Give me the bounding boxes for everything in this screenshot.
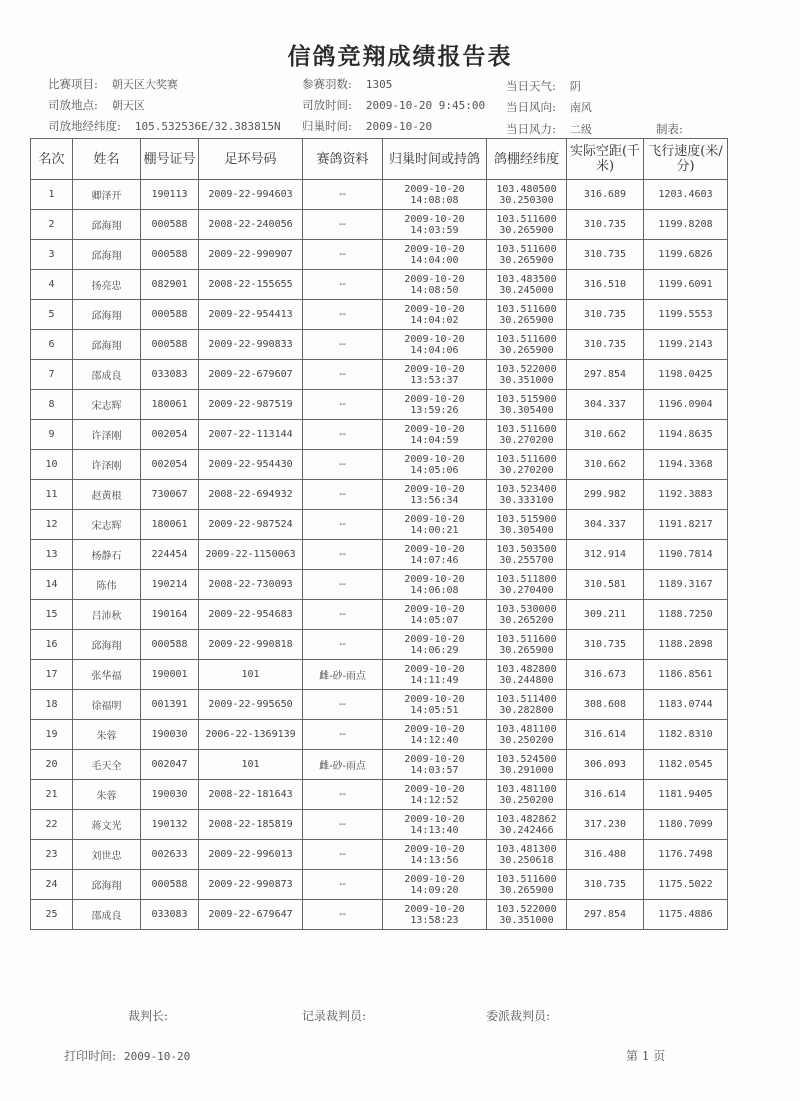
shed-cell: 000588 <box>141 210 199 240</box>
col-name: 姓名 <box>73 139 141 180</box>
info-cell: -- <box>303 210 383 240</box>
return-time-cell: 2009-10-20 14:05:51 <box>383 690 487 720</box>
ring-cell: 2008-22-185819 <box>199 810 303 840</box>
distance-cell: 310.735 <box>567 210 644 240</box>
name-cell: 刘世忠 <box>73 840 141 870</box>
return-time-cell: 2009-10-20 14:04:59 <box>383 420 487 450</box>
speed-cell: 1180.7099 <box>644 810 728 840</box>
shed-cell: 000588 <box>141 330 199 360</box>
return-time-cell: 2009-10-20 14:04:06 <box>383 330 487 360</box>
ring-cell: 2009-22-990873 <box>199 870 303 900</box>
return-time-cell: 2009-10-20 14:09:20 <box>383 870 487 900</box>
speed-cell: 1175.5022 <box>644 870 728 900</box>
speed-cell: 1182.8310 <box>644 720 728 750</box>
print-time: 打印时间: 2009-10-20 <box>64 1049 191 1063</box>
col-return-time: 归巢时间或持鸽 <box>383 139 487 180</box>
distance-cell: 299.982 <box>567 480 644 510</box>
speed-cell: 1186.8561 <box>644 660 728 690</box>
info-cell: -- <box>303 720 383 750</box>
speed-cell: 1194.8635 <box>644 420 728 450</box>
rank-cell: 13 <box>31 540 73 570</box>
ring-cell: 2008-22-181643 <box>199 780 303 810</box>
rank-cell: 3 <box>31 240 73 270</box>
info-cell: -- <box>303 480 383 510</box>
distance-cell: 306.093 <box>567 750 644 780</box>
table-maker: 制表: <box>656 122 683 136</box>
distance-cell: 310.662 <box>567 450 644 480</box>
ring-cell: 2009-22-679607 <box>199 360 303 390</box>
distance-cell: 304.337 <box>567 390 644 420</box>
speed-cell: 1189.3167 <box>644 570 728 600</box>
speed-cell: 1196.0904 <box>644 390 728 420</box>
distance-cell: 316.689 <box>567 180 644 210</box>
info-cell: -- <box>303 510 383 540</box>
coords-cell: 103.482800 30.244800 <box>487 660 567 690</box>
return-time-cell: 2009-10-20 14:11:49 <box>383 660 487 690</box>
speed-cell: 1175.4886 <box>644 900 728 930</box>
coords-cell: 103.511600 30.265900 <box>487 330 567 360</box>
ring-cell: 2008-22-730093 <box>199 570 303 600</box>
return-time-cell: 2009-10-20 13:59:26 <box>383 390 487 420</box>
table-row <box>31 480 728 510</box>
shed-cell: 082901 <box>141 270 199 300</box>
info-cell: 雌-砂-雨点 <box>303 750 383 780</box>
coords-cell: 103.511600 30.265900 <box>487 870 567 900</box>
shed-cell: 190030 <box>141 720 199 750</box>
name-cell: 邱海翔 <box>73 240 141 270</box>
ring-cell: 2009-22-996013 <box>199 840 303 870</box>
info-cell: -- <box>303 630 383 660</box>
speed-cell: 1191.8217 <box>644 510 728 540</box>
name-cell: 邵成良 <box>73 360 141 390</box>
ring-cell: 2009-22-995650 <box>199 690 303 720</box>
coords-cell: 103.515900 30.305400 <box>487 390 567 420</box>
table-row <box>31 270 728 300</box>
rank-cell: 2 <box>31 210 73 240</box>
table-row <box>31 300 728 330</box>
distance-cell: 316.510 <box>567 270 644 300</box>
table-header-row <box>31 139 728 180</box>
info-cell: -- <box>303 540 383 570</box>
name-cell: 朱蓉 <box>73 780 141 810</box>
coords-cell: 103.522000 30.351000 <box>487 360 567 390</box>
release-time: 司放时间: 2009-10-20 9:45:00 <box>302 98 486 112</box>
rank-cell: 25 <box>31 900 73 930</box>
table-row <box>31 570 728 600</box>
speed-cell: 1199.8208 <box>644 210 728 240</box>
wind-force: 当日风力: 二级 <box>506 122 592 136</box>
speed-cell: 1183.0744 <box>644 690 728 720</box>
coords-cell: 103.511600 30.270200 <box>487 450 567 480</box>
info-cell: -- <box>303 450 383 480</box>
table-row <box>31 630 728 660</box>
ring-cell: 2008-22-155655 <box>199 270 303 300</box>
return-time-cell: 2009-10-20 14:04:02 <box>383 300 487 330</box>
table-row <box>31 810 728 840</box>
table-row <box>31 390 728 420</box>
table-row <box>31 750 728 780</box>
ring-cell: 2009-22-954683 <box>199 600 303 630</box>
return-time-cell: 2009-10-20 14:04:00 <box>383 240 487 270</box>
ring-cell: 2008-22-694932 <box>199 480 303 510</box>
coords-cell: 103.511600 30.265900 <box>487 210 567 240</box>
rank-cell: 18 <box>31 690 73 720</box>
coords-cell: 103.481100 30.250200 <box>487 780 567 810</box>
wind-direction: 当日风向: 南风 <box>506 100 592 114</box>
recorder-judge: 记录裁判员: <box>302 1009 367 1023</box>
speed-cell: 1176.7498 <box>644 840 728 870</box>
coords-cell: 103.511600 30.265900 <box>487 240 567 270</box>
name-cell: 扬亮忠 <box>73 270 141 300</box>
shed-cell: 190132 <box>141 810 199 840</box>
table-row <box>31 510 728 540</box>
distance-cell: 308.608 <box>567 690 644 720</box>
info-cell: -- <box>303 840 383 870</box>
ring-cell: 2009-22-987519 <box>199 390 303 420</box>
shed-cell: 000588 <box>141 240 199 270</box>
speed-cell: 1203.4603 <box>644 180 728 210</box>
shed-cell: 000588 <box>141 870 199 900</box>
ring-cell: 2009-22-1150063 <box>199 540 303 570</box>
coords-cell: 103.511600 30.270200 <box>487 420 567 450</box>
rank-cell: 10 <box>31 450 73 480</box>
table-row <box>31 330 728 360</box>
info-cell: -- <box>303 270 383 300</box>
return-time-cell: 2009-10-20 14:13:40 <box>383 810 487 840</box>
ring-cell: 2009-22-954413 <box>199 300 303 330</box>
shed-cell: 001391 <box>141 690 199 720</box>
return-time-cell: 2009-10-20 13:53:37 <box>383 360 487 390</box>
name-cell: 邱海翔 <box>73 210 141 240</box>
speed-cell: 1199.6091 <box>644 270 728 300</box>
name-cell: 宋志辉 <box>73 510 141 540</box>
distance-cell: 317.230 <box>567 810 644 840</box>
ring-cell: 2008-22-240056 <box>199 210 303 240</box>
table-row <box>31 210 728 240</box>
coords-cell: 103.511400 30.282800 <box>487 690 567 720</box>
shed-cell: 002047 <box>141 750 199 780</box>
shed-cell: 190214 <box>141 570 199 600</box>
info-cell: -- <box>303 330 383 360</box>
return-time-cell: 2009-10-20 14:03:57 <box>383 750 487 780</box>
release-place: 司放地点: 朝天区 <box>48 98 145 112</box>
table-row <box>31 360 728 390</box>
shed-cell: 033083 <box>141 360 199 390</box>
rank-cell: 16 <box>31 630 73 660</box>
distance-cell: 310.662 <box>567 420 644 450</box>
speed-cell: 1199.5553 <box>644 300 728 330</box>
shed-cell: 190113 <box>141 180 199 210</box>
name-cell: 毛天全 <box>73 750 141 780</box>
coords-cell: 103.523400 30.333100 <box>487 480 567 510</box>
shed-cell: 190030 <box>141 780 199 810</box>
speed-cell: 1188.7250 <box>644 600 728 630</box>
info-cell: -- <box>303 690 383 720</box>
shed-cell: 002633 <box>141 840 199 870</box>
ring-cell: 2009-22-990818 <box>199 630 303 660</box>
shed-cell: 000588 <box>141 630 199 660</box>
info-cell: -- <box>303 810 383 840</box>
distance-cell: 316.614 <box>567 780 644 810</box>
distance-cell: 316.673 <box>567 660 644 690</box>
return-time-cell: 2009-10-20 14:05:06 <box>383 450 487 480</box>
coords-cell: 103.522000 30.351000 <box>487 900 567 930</box>
shed-cell: 224454 <box>141 540 199 570</box>
coords-cell: 103.480500 30.250300 <box>487 180 567 210</box>
coords-cell: 103.511600 30.265900 <box>487 630 567 660</box>
ring-cell: 2009-22-994603 <box>199 180 303 210</box>
coords-cell: 103.481100 30.250200 <box>487 720 567 750</box>
speed-cell: 1181.9405 <box>644 780 728 810</box>
info-cell: -- <box>303 600 383 630</box>
return-time-cell: 2009-10-20 14:12:52 <box>383 780 487 810</box>
rank-cell: 23 <box>31 840 73 870</box>
name-cell: 赵黄根 <box>73 480 141 510</box>
info-cell: -- <box>303 570 383 600</box>
ring-cell: 101 <box>199 660 303 690</box>
return-time-cell: 2009-10-20 14:00:21 <box>383 510 487 540</box>
info-cell: 雌-砂-雨点 <box>303 660 383 690</box>
info-cell: -- <box>303 870 383 900</box>
speed-cell: 1192.3883 <box>644 480 728 510</box>
table-row <box>31 690 728 720</box>
weather: 当日天气: 阴 <box>506 79 581 93</box>
col-rank: 名次 <box>31 139 73 180</box>
col-shed-id: 棚号证号 <box>141 139 199 180</box>
info-cell: -- <box>303 180 383 210</box>
rank-cell: 24 <box>31 870 73 900</box>
name-cell: 宋志辉 <box>73 390 141 420</box>
rank-cell: 14 <box>31 570 73 600</box>
distance-cell: 310.735 <box>567 630 644 660</box>
coords-cell: 103.530000 30.265200 <box>487 600 567 630</box>
return-time-cell: 2009-10-20 14:08:08 <box>383 180 487 210</box>
shed-cell: 190164 <box>141 600 199 630</box>
rank-cell: 15 <box>31 600 73 630</box>
name-cell: 卿泽开 <box>73 180 141 210</box>
col-info: 赛鸽资料 <box>303 139 383 180</box>
shed-cell: 002054 <box>141 420 199 450</box>
name-cell: 蒋文光 <box>73 810 141 840</box>
table-row <box>31 240 728 270</box>
info-cell: -- <box>303 240 383 270</box>
return-time-cell: 2009-10-20 14:12:40 <box>383 720 487 750</box>
return-time-cell: 2009-10-20 14:03:59 <box>383 210 487 240</box>
rank-cell: 19 <box>31 720 73 750</box>
table-row <box>31 840 728 870</box>
ring-cell: 2007-22-113144 <box>199 420 303 450</box>
info-cell: -- <box>303 390 383 420</box>
page-number: 第 1 页 <box>626 1049 666 1063</box>
ring-cell: 101 <box>199 750 303 780</box>
table-row <box>31 450 728 480</box>
return-time-cell: 2009-10-20 14:06:08 <box>383 570 487 600</box>
shed-cell: 180061 <box>141 510 199 540</box>
shed-cell: 180061 <box>141 390 199 420</box>
shed-cell: 002054 <box>141 450 199 480</box>
shed-cell: 033083 <box>141 900 199 930</box>
ring-cell: 2009-22-987524 <box>199 510 303 540</box>
return-time-cell: 2009-10-20 14:06:29 <box>383 630 487 660</box>
info-cell: -- <box>303 900 383 930</box>
return-time-cell: 2009-10-20 14:08:50 <box>383 270 487 300</box>
distance-cell: 316.614 <box>567 720 644 750</box>
speed-cell: 1199.2143 <box>644 330 728 360</box>
coords-cell: 103.481300 30.250618 <box>487 840 567 870</box>
distance-cell: 304.337 <box>567 510 644 540</box>
rank-cell: 7 <box>31 360 73 390</box>
name-cell: 邱海翔 <box>73 300 141 330</box>
return-time-cell: 2009-10-20 14:07:46 <box>383 540 487 570</box>
name-cell: 许泽刚 <box>73 450 141 480</box>
info-cell: -- <box>303 780 383 810</box>
name-cell: 邱海翔 <box>73 870 141 900</box>
return-time-cell: 2009-10-20 14:13:56 <box>383 840 487 870</box>
info-cell: -- <box>303 420 383 450</box>
table-row <box>31 420 728 450</box>
coords-cell: 103.511600 30.265900 <box>487 300 567 330</box>
table-row <box>31 660 728 690</box>
name-cell: 陈伟 <box>73 570 141 600</box>
rank-cell: 6 <box>31 330 73 360</box>
results-table <box>30 138 728 930</box>
release-coords: 司放地经纬度: 105.532536E/32.383815N <box>48 119 281 133</box>
name-cell: 张华福 <box>73 660 141 690</box>
return-time: 归巢时间: 2009-10-20 <box>302 119 433 133</box>
entry-count: 参赛羽数: 1305 <box>302 77 393 91</box>
rank-cell: 20 <box>31 750 73 780</box>
distance-cell: 297.854 <box>567 900 644 930</box>
name-cell: 邵成良 <box>73 900 141 930</box>
rank-cell: 9 <box>31 420 73 450</box>
chief-judge: 裁判长: <box>128 1009 169 1023</box>
report-title: 信鸽竞翔成绩报告表 <box>287 43 513 70</box>
table-row <box>31 180 728 210</box>
distance-cell: 297.854 <box>567 360 644 390</box>
distance-cell: 316.480 <box>567 840 644 870</box>
speed-cell: 1194.3368 <box>644 450 728 480</box>
name-cell: 朱蓉 <box>73 720 141 750</box>
col-ring: 足环号码 <box>199 139 303 180</box>
rank-cell: 4 <box>31 270 73 300</box>
name-cell: 许泽刚 <box>73 420 141 450</box>
coords-cell: 103.503500 30.255700 <box>487 540 567 570</box>
table-row <box>31 540 728 570</box>
table-row <box>31 870 728 900</box>
name-cell: 杨静石 <box>73 540 141 570</box>
shed-cell: 730067 <box>141 480 199 510</box>
distance-cell: 310.581 <box>567 570 644 600</box>
rank-cell: 12 <box>31 510 73 540</box>
name-cell: 邱海翔 <box>73 330 141 360</box>
rank-cell: 21 <box>31 780 73 810</box>
name-cell: 邱海翔 <box>73 630 141 660</box>
info-cell: -- <box>303 360 383 390</box>
table-row <box>31 900 728 930</box>
coords-cell: 103.515900 30.305400 <box>487 510 567 540</box>
coords-cell: 103.511800 30.270400 <box>487 570 567 600</box>
return-time-cell: 2009-10-20 13:56:34 <box>383 480 487 510</box>
distance-cell: 312.914 <box>567 540 644 570</box>
info-cell: -- <box>303 300 383 330</box>
speed-cell: 1182.0545 <box>644 750 728 780</box>
col-coords: 鸽棚经纬度 <box>487 139 567 180</box>
ring-cell: 2009-22-954430 <box>199 450 303 480</box>
rank-cell: 17 <box>31 660 73 690</box>
shed-cell: 190001 <box>141 660 199 690</box>
name-cell: 吕沛秋 <box>73 600 141 630</box>
rank-cell: 1 <box>31 180 73 210</box>
ring-cell: 2009-22-990833 <box>199 330 303 360</box>
race-item: 比赛项目: 朝天区大奖赛 <box>48 77 178 91</box>
col-distance: 实际空距(千米) <box>567 139 644 180</box>
table-row <box>31 720 728 750</box>
rank-cell: 5 <box>31 300 73 330</box>
distance-cell: 310.735 <box>567 870 644 900</box>
return-time-cell: 2009-10-20 14:05:07 <box>383 600 487 630</box>
speed-cell: 1199.6826 <box>644 240 728 270</box>
rank-cell: 8 <box>31 390 73 420</box>
distance-cell: 309.211 <box>567 600 644 630</box>
delegate-judge: 委派裁判员: <box>486 1009 551 1023</box>
rank-cell: 22 <box>31 810 73 840</box>
ring-cell: 2009-22-679647 <box>199 900 303 930</box>
table-row <box>31 600 728 630</box>
distance-cell: 310.735 <box>567 300 644 330</box>
coords-cell: 103.482862 30.242466 <box>487 810 567 840</box>
table-row <box>31 780 728 810</box>
shed-cell: 000588 <box>141 300 199 330</box>
speed-cell: 1188.2898 <box>644 630 728 660</box>
distance-cell: 310.735 <box>567 330 644 360</box>
name-cell: 徐福明 <box>73 690 141 720</box>
coords-cell: 103.483500 30.245000 <box>487 270 567 300</box>
speed-cell: 1190.7814 <box>644 540 728 570</box>
ring-cell: 2009-22-990907 <box>199 240 303 270</box>
rank-cell: 11 <box>31 480 73 510</box>
col-speed: 飞行速度(米/分) <box>644 139 728 180</box>
coords-cell: 103.524500 30.291000 <box>487 750 567 780</box>
distance-cell: 310.735 <box>567 240 644 270</box>
ring-cell: 2006-22-1369139 <box>199 720 303 750</box>
speed-cell: 1198.0425 <box>644 360 728 390</box>
return-time-cell: 2009-10-20 13:58:23 <box>383 900 487 930</box>
